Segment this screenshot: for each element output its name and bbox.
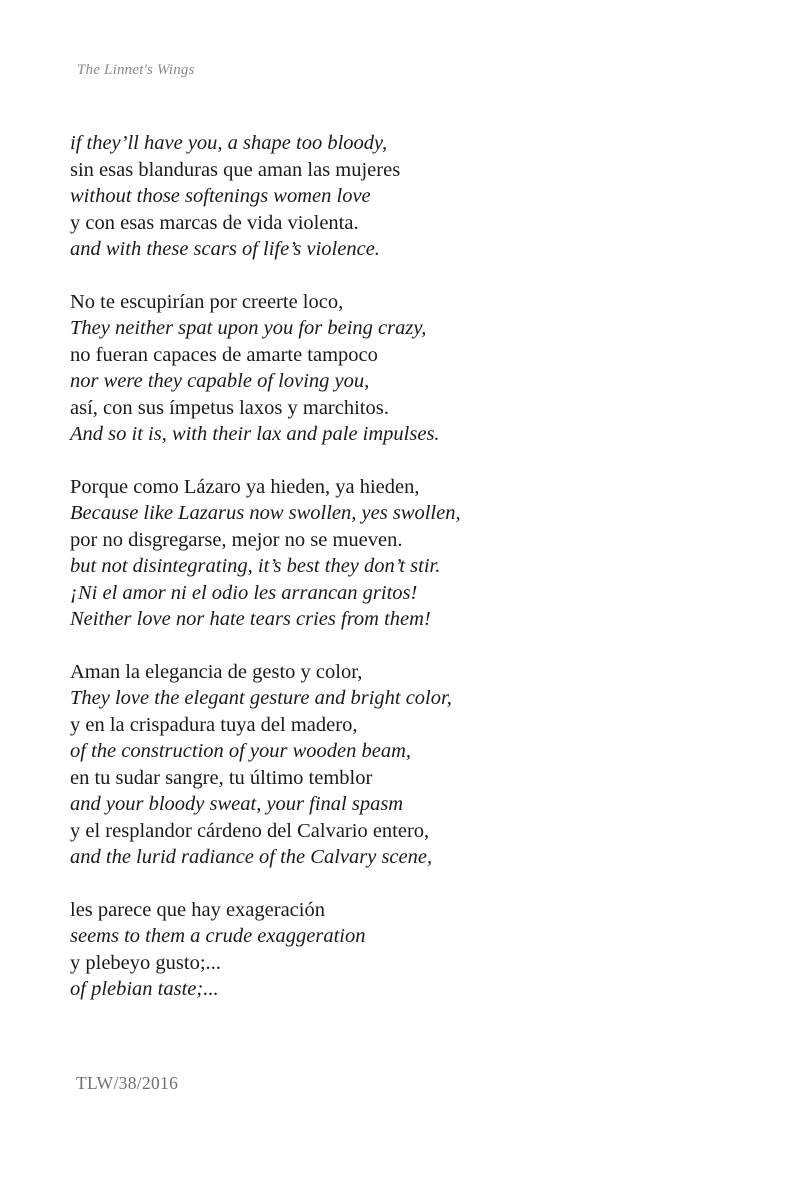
stanza [70, 897, 770, 1003]
stanza [70, 289, 770, 448]
english-translation-line: of plebian taste;... [70, 978, 219, 1000]
spanish-verse-line: en tu sudar sangre, tu último temblor [70, 766, 373, 789]
english-translation-line: ¡Ni el amor ni el odio les arrancan gritos! [70, 581, 418, 604]
english-translation-line: and your bloody sweat, your final spasm [70, 793, 404, 815]
spanish-verse-line: y con esas marcas de vida violenta. [70, 211, 359, 234]
running-head: The Linnet's Wings [77, 62, 195, 78]
english-translation-line: Neither love nor hate tears cries from them! [70, 608, 431, 630]
spanish-verse-line: sin esas blanduras que aman las mujeres [70, 158, 401, 181]
english-translation-line: And so it is, with their lax and pale impulses. [70, 423, 440, 445]
spanish-verse-line: y plebeyo gusto;... [70, 951, 221, 974]
spanish-verse-line: por no disgregarse, mejor no se mueven. [70, 528, 403, 551]
poem-body [70, 130, 770, 1029]
english-translation-line: They neither spat upon you for being crazy, [70, 317, 427, 339]
english-translation-line: Because like Lazarus now swollen, yes swollen, [70, 502, 461, 524]
english-translation-line: They love the elegant gesture and bright color, [70, 687, 452, 709]
english-translation-line: and the lurid radiance of the Calvary scene, [70, 846, 433, 868]
english-translation-line: without those softenings women love [70, 185, 371, 207]
spanish-verse-line: Porque como Lázaro ya hieden, ya hieden, [70, 475, 420, 498]
stanza [70, 659, 770, 871]
stanza [70, 474, 770, 633]
folio-reference: TLW/38/2016 [76, 1073, 179, 1093]
spanish-verse-line: les parece que hay exageración [70, 898, 325, 921]
english-translation-line: of the construction of your wooden beam, [70, 740, 412, 762]
english-translation-line: but not disintegrating, it’s best they don’t stir. [70, 555, 441, 577]
english-translation-line: nor were they capable of loving you, [70, 370, 370, 392]
spanish-verse-line: y el resplandor cárdeno del Calvario entero, [70, 819, 430, 842]
spanish-verse-line: Aman la elegancia de gesto y color, [70, 660, 363, 683]
spanish-verse-line: No te escupirían por creerte loco, [70, 290, 344, 313]
stanza [70, 130, 770, 263]
english-translation-line: if they’ll have you, a shape too bloody, [70, 132, 388, 154]
spanish-verse-line: así, con sus ímpetus laxos y marchitos. [70, 396, 389, 419]
english-translation-line: seems to them a crude exaggeration [70, 925, 366, 947]
english-translation-line: and with these scars of life’s violence. [70, 238, 380, 260]
spanish-verse-line: y en la crispadura tuya del madero, [70, 713, 358, 736]
spanish-verse-line: no fueran capaces de amarte tampoco [70, 343, 378, 366]
